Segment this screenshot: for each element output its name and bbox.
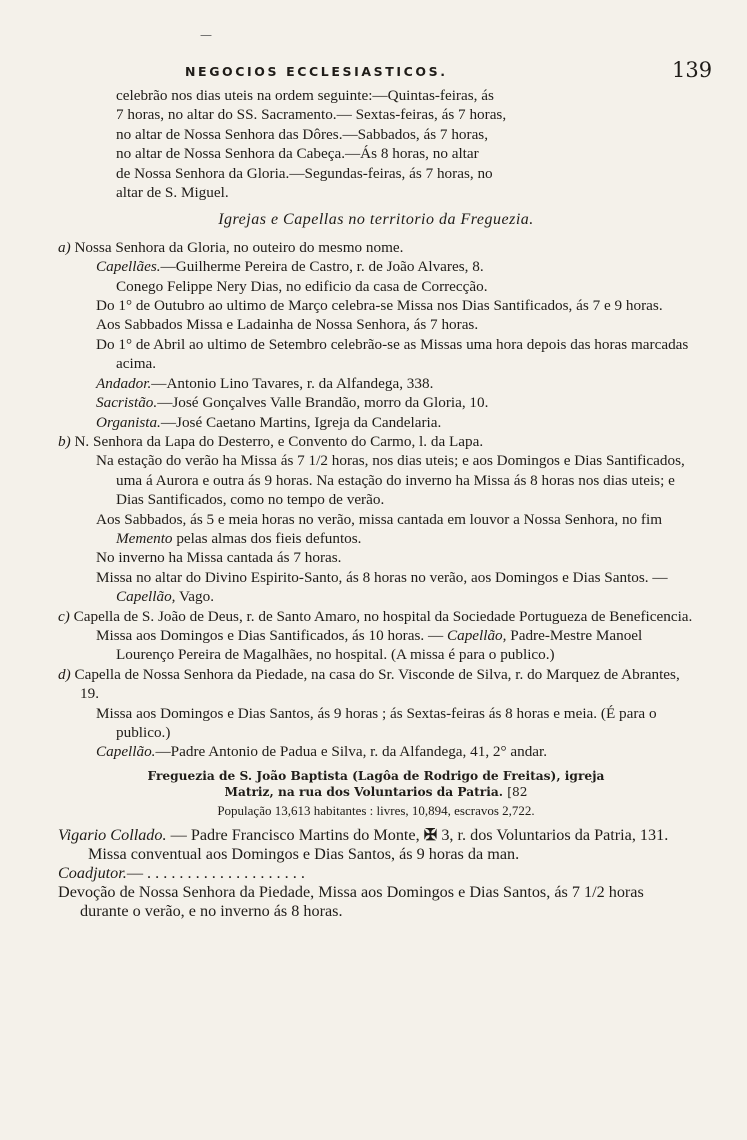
capellao-label: Capellão, — [116, 588, 176, 606]
missa-paragraph: Missa aos Domingos e Dias Santos, ás 9 horas ; ás Sextas-feiras ás 8 horas e meia. (É para o publico.) — [96, 704, 657, 741]
entry-letter: a) — [58, 238, 71, 256]
capellaes-text: —Guilherme Pereira de Castro, r. de João Alvares, 8. — [160, 258, 484, 276]
entry-title: N. Senhora da Lapa do Desterro, e Convento do Carmo, l. da Lapa. — [74, 432, 484, 450]
intro-line: no altar de Nossa Senhora da Cabeça.—Ás 8 horas, no altar — [116, 145, 479, 163]
outubro-line: Do 1° de Outubro ao ultimo de Março celebra-se Missa nos Dias Santificados, ás 7 e 9 horas. — [96, 297, 663, 315]
andador-text: —Antonio Lino Tavares, r. da Alfandega, 338. — [151, 374, 434, 392]
intro-line: no altar de Nossa Senhora das Dôres.—Sabbados, ás 7 horas, — [116, 125, 489, 143]
vigario-text: — Padre Francisco Martins do Monte, — [170, 825, 420, 844]
intro-line: altar de S. Miguel. — [116, 184, 229, 202]
sacristao-label: Sacristão. — [96, 394, 158, 412]
capellaes-label: Capellães. — [96, 258, 161, 276]
organista-label: Organista. — [96, 413, 161, 431]
freguezia-heading — [58, 768, 694, 800]
missa-text-end: Padre-Mestre Manoel Lourenço Pereira de Magalhães, no hospital. (A missa é para o publico.) — [116, 626, 643, 664]
freguezia-ref: [82 — [507, 784, 528, 799]
freguezia-line-2: Matriz, na rua dos Voluntarios da Patria. — [224, 784, 503, 799]
entry-d — [58, 665, 694, 704]
organista-line — [58, 413, 694, 432]
running-header — [0, 58, 747, 86]
entry-title: Nossa Senhora da Gloria, no outeiro do mesmo nome. — [74, 238, 404, 256]
entry-c — [58, 607, 694, 626]
capellao-label: Capellão. — [96, 743, 156, 761]
entry-b — [58, 432, 694, 451]
section-title: Igrejas e Capellas no territorio da Freguezia. — [218, 211, 534, 229]
devocao-paragraph: Devoção de Nossa Senhora da Piedade, Missa aos Domingos e Dias Santos, ás 7 1/2 horas durante o verão, e no inverno ás 8 horas. — [58, 882, 644, 920]
sacristao-text: —José Gonçalves Valle Brandão, morro da Gloria, 10. — [157, 394, 489, 412]
vigario-address: 3, r. dos Voluntarios da Patria, 131. — [441, 825, 669, 844]
capellao-line — [58, 742, 694, 761]
missa-conventual-line: Missa conventual aos Domingos e Dias Santos, ás 9 horas da man. — [88, 844, 520, 863]
entry-letter: d) — [58, 665, 71, 683]
entry-letter: b) — [58, 432, 71, 450]
inverno-line: No inverno ha Missa cantada ás 7 horas. — [96, 549, 342, 567]
sacristao-line — [58, 393, 694, 412]
sabbados-text: Aos Sabbados, ás 5 e meia horas no verão, missa cantada em louvor a Nossa Senhora, no fim — [96, 510, 663, 528]
entry-title: Capella de S. João de Deus, r. de Santo Amaro, no hospital da Sociedade Portugueza de Beneficencia. — [73, 607, 693, 625]
capellao-label: Capellão, — [446, 626, 507, 644]
page-body — [58, 86, 694, 921]
coadjutor-line — [58, 864, 694, 883]
cross-icon: ✠ — [423, 825, 438, 844]
abril-line: Do 1° de Abril ao ultimo de Setembro celebrão-se as Missas uma hora depois das horas marcadas acima. — [96, 335, 689, 373]
coadjutor-label: Coadjutor. — [58, 863, 127, 882]
entry-title: Capella de Nossa Senhora da Piedade, na casa do Sr. Visconde de Silva, r. do Marquez de Abrantes, 19. — [74, 665, 680, 703]
conego-line: Conego Felippe Nery Dias, no edificio da casa de Correcção. — [116, 277, 488, 295]
freguezia-line-1: Freguezia de S. João Baptista (Lagôa de Rodrigo de Freitas), igreja — [147, 768, 605, 783]
sabbados-line: Aos Sabbados Missa e Ladainha de Nossa Senhora, ás 7 horas. — [96, 316, 479, 334]
intro-line: celebrão nos dias uteis na ordem seguinte:—Quintas-feiras, ás — [116, 87, 494, 104]
header-title: NEGOCIOS ECCLESIASTICOS. — [185, 64, 448, 79]
espirito-santo-paragraph — [58, 568, 694, 607]
sabbados-paragraph — [58, 510, 694, 549]
intro-paragraph — [58, 86, 694, 202]
coadjutor-leader: . . . . . . . . . . . . . . . . . . . . — [147, 863, 305, 882]
missa-text: Missa aos Domingos e Dias Santificados, ás 10 horas. — — [96, 626, 444, 644]
entry-letter: c) — [58, 607, 70, 625]
capellao-text: —Padre Antonio de Padua e Silva, r. da Alfandega, 41, 2° andar. — [155, 743, 548, 761]
espirito-text: Missa no altar do Divino Espirito-Santo, ás 8 horas no verão, aos Domingos e Dias Santos. — — [96, 568, 668, 586]
page-mark: — — [200, 28, 212, 42]
andador-label: Andador. — [96, 374, 152, 392]
capellaes-line — [58, 257, 694, 276]
entry-a — [58, 238, 694, 257]
missa-paragraph — [58, 626, 694, 665]
population-line: População 13,613 habitantes : livres, 10,894, escravos 2,722. — [217, 802, 535, 818]
vigario-line — [58, 826, 694, 845]
page-number: 139 — [672, 58, 713, 82]
capellao-value: Vago. — [179, 588, 215, 606]
vigario-label: Vigario Collado. — [58, 825, 167, 844]
andador-line — [58, 374, 694, 393]
intro-line: 7 horas, no altar do SS. Sacramento.— Sextas-feiras, ás 7 horas, — [116, 106, 507, 124]
organista-text: —José Caetano Martins, Igreja da Candelaria. — [160, 413, 442, 431]
intro-line: de Nossa Senhora da Gloria.—Segundas-feiras, ás 7 horas, no — [116, 164, 493, 182]
verao-paragraph: Na estação do verão ha Missa ás 7 1/2 horas, nos dias uteis; e aos Domingos e Dias Santificados, uma á Aurora e outra ás 9 horas. Na estação do inverno ha Missa ás 8 horas nos dias uteis; e Dias Santificados, como no tempo de verão. — [96, 452, 685, 509]
coadjutor-dash: — — [126, 863, 143, 882]
sabbados-text-end: pelas almas dos fieis defuntos. — [176, 529, 362, 547]
memento-word: Memento — [116, 529, 173, 547]
